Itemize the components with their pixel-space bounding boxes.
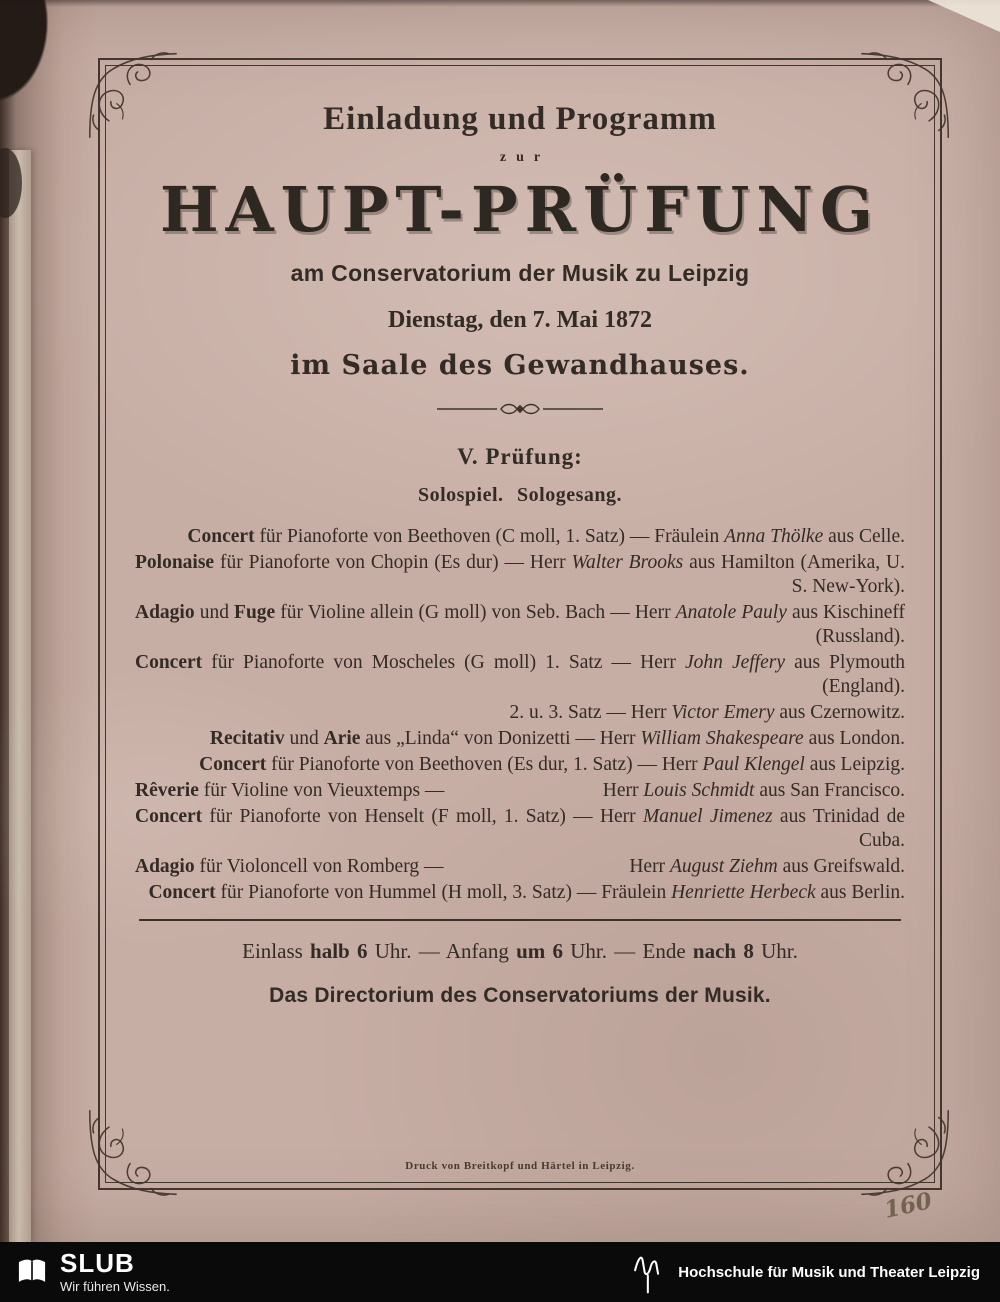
divider-ornament-icon bbox=[435, 401, 605, 417]
text-segment: für Violine allein (G moll) von Seb. Bach — Herr bbox=[275, 602, 676, 623]
text-segment: aus Greifswald. bbox=[777, 856, 905, 877]
text-segment: Louis Schmidt bbox=[643, 780, 755, 801]
text-segment: für Pianoforte von Moscheles (G moll) 1. Satz — Herr bbox=[202, 652, 685, 673]
program-entry bbox=[135, 551, 905, 599]
main-title: HAUPT-PRÜFUNG bbox=[160, 173, 880, 246]
venue-line: im Saale des Gewandhauses. bbox=[290, 350, 750, 381]
text-segment: für Pianoforte von Beethoven (C moll, 1. Satz) — Fräulein bbox=[254, 526, 725, 547]
imprint-line: Druck von Breitkopf und Härtel in Leipzig. bbox=[405, 1160, 635, 1172]
text-segment: Concert bbox=[187, 526, 255, 547]
date-line: Dienstag, den 7. Mai 1872 bbox=[388, 307, 652, 333]
text-segment: Uhr. — Anfang bbox=[367, 939, 517, 963]
program-entry bbox=[135, 779, 905, 803]
institution-line: am Conservatorium der Musik zu Leipzig bbox=[290, 260, 750, 286]
text-segment: Walter Brooks bbox=[571, 552, 684, 573]
program-entry bbox=[135, 805, 905, 853]
text-segment: für Pianoforte von Beethoven (Es dur, 1. Satz) — Herr bbox=[266, 754, 703, 775]
text-segment: Victor Emery bbox=[671, 702, 775, 723]
text-segment: aus Celle. bbox=[823, 526, 905, 547]
hmt-logo-icon bbox=[630, 1247, 664, 1297]
program-entry bbox=[135, 701, 905, 725]
text-segment: aus Hamilton (Amerika, U. S. New-York). bbox=[683, 552, 905, 597]
text-segment: Manuel Jimenez bbox=[642, 806, 773, 827]
program-entry bbox=[135, 881, 905, 905]
slub-brand bbox=[14, 1250, 170, 1294]
section-subheading: Solospiel. Sologesang. bbox=[417, 484, 623, 506]
text-segment: Concert bbox=[135, 652, 203, 673]
scan-top-shadow bbox=[0, 0, 1000, 7]
text-segment: Adagio bbox=[135, 856, 195, 877]
hmt-brand bbox=[630, 1247, 986, 1297]
text-segment: 2. u. 3. Satz — Herr bbox=[509, 702, 672, 723]
text-segment: um 6 bbox=[516, 939, 564, 963]
slub-name: SLUB bbox=[60, 1248, 135, 1278]
text-segment: und bbox=[284, 728, 324, 749]
text-segment: Concert bbox=[199, 754, 267, 775]
section-heading: V. Prüfung: bbox=[457, 444, 583, 469]
text-segment: William Shakespeare bbox=[640, 728, 804, 749]
text-segment: Concert bbox=[135, 806, 203, 827]
text-segment: Concert bbox=[148, 882, 216, 903]
text-segment: und bbox=[194, 602, 235, 623]
paper-corner bbox=[928, 0, 1000, 32]
program-entry bbox=[135, 855, 905, 879]
text-segment: für Violine von Vieuxtemps — bbox=[198, 780, 445, 801]
program-entry bbox=[135, 727, 905, 751]
slub-tagline: Wir führen Wissen. bbox=[60, 1279, 170, 1294]
text-segment: Henriette Herbeck bbox=[671, 882, 816, 903]
text-segment: nach 8 bbox=[692, 939, 754, 963]
text-segment: aus Kischineff (Russland). bbox=[786, 602, 906, 647]
program-entry bbox=[135, 601, 905, 649]
horizontal-rule bbox=[139, 919, 901, 921]
document-content bbox=[107, 67, 933, 1181]
program-entry bbox=[135, 753, 905, 777]
text-segment: Arie bbox=[323, 728, 361, 749]
text-segment: aus Trinidad de Cuba. bbox=[772, 806, 906, 851]
text-segment: Anatole Pauly bbox=[675, 602, 787, 623]
text-segment: Herr bbox=[629, 856, 670, 877]
text-segment: aus „Linda“ von Donizetti — Herr bbox=[360, 728, 641, 749]
text-segment: aus Plymouth (England). bbox=[785, 652, 906, 697]
text-segment: Adagio bbox=[135, 602, 195, 623]
text-segment: Paul Klengel bbox=[702, 754, 805, 775]
slub-text bbox=[60, 1250, 170, 1294]
text-segment: Einlass bbox=[242, 939, 311, 963]
text-segment: Rêverie bbox=[135, 780, 199, 801]
slub-book-icon bbox=[14, 1254, 50, 1290]
text-segment: August Ziehm bbox=[669, 856, 778, 877]
invitation-line: Einladung und Programm bbox=[323, 101, 717, 137]
program-entry bbox=[135, 525, 905, 549]
program-list bbox=[135, 525, 905, 905]
text-segment: Anna Thölke bbox=[724, 526, 824, 547]
hmt-name: Hochschule für Musik und Theater Leipzig bbox=[678, 1263, 980, 1281]
text-segment: aus San Francisco. bbox=[754, 780, 905, 801]
text-segment: für Violoncell von Romberg — bbox=[194, 856, 444, 877]
handwritten-page-number: 160 bbox=[881, 1187, 935, 1224]
signature-line: Das Directorium des Conservatoriums der Musik. bbox=[269, 984, 771, 1007]
text-segment: John Jeffery bbox=[684, 652, 785, 673]
text-segment: halb 6 bbox=[310, 939, 368, 963]
text-segment: Uhr. bbox=[753, 939, 798, 963]
text-segment: für Pianoforte von Henselt (F moll, 1. Satz) — Herr bbox=[202, 806, 643, 827]
torn-edge bbox=[0, 0, 64, 150]
text-segment: aus London. bbox=[803, 728, 905, 749]
times-line bbox=[131, 939, 909, 964]
text-segment: Herr bbox=[602, 780, 644, 801]
text-segment: Fuge bbox=[234, 602, 276, 623]
text-segment: Recitativ bbox=[209, 728, 285, 749]
text-segment: für Pianoforte von Hummel (H moll, 3. Satz) — Fräulein bbox=[215, 882, 672, 903]
document-frame bbox=[98, 58, 942, 1190]
text-segment: aus Czernowitz. bbox=[774, 702, 905, 723]
text-segment: Uhr. — Ende bbox=[563, 939, 693, 963]
footer-bar bbox=[0, 1242, 1000, 1302]
text-segment: aus Leipzig. bbox=[804, 754, 905, 775]
zur-line: zur bbox=[499, 150, 551, 165]
text-segment: für Pianoforte von Chopin (Es dur) — Herr bbox=[214, 552, 572, 573]
text-segment: aus Berlin. bbox=[815, 882, 905, 903]
text-segment: Polonaise bbox=[135, 552, 215, 573]
program-entry bbox=[135, 651, 905, 699]
page-edge bbox=[9, 150, 31, 1242]
